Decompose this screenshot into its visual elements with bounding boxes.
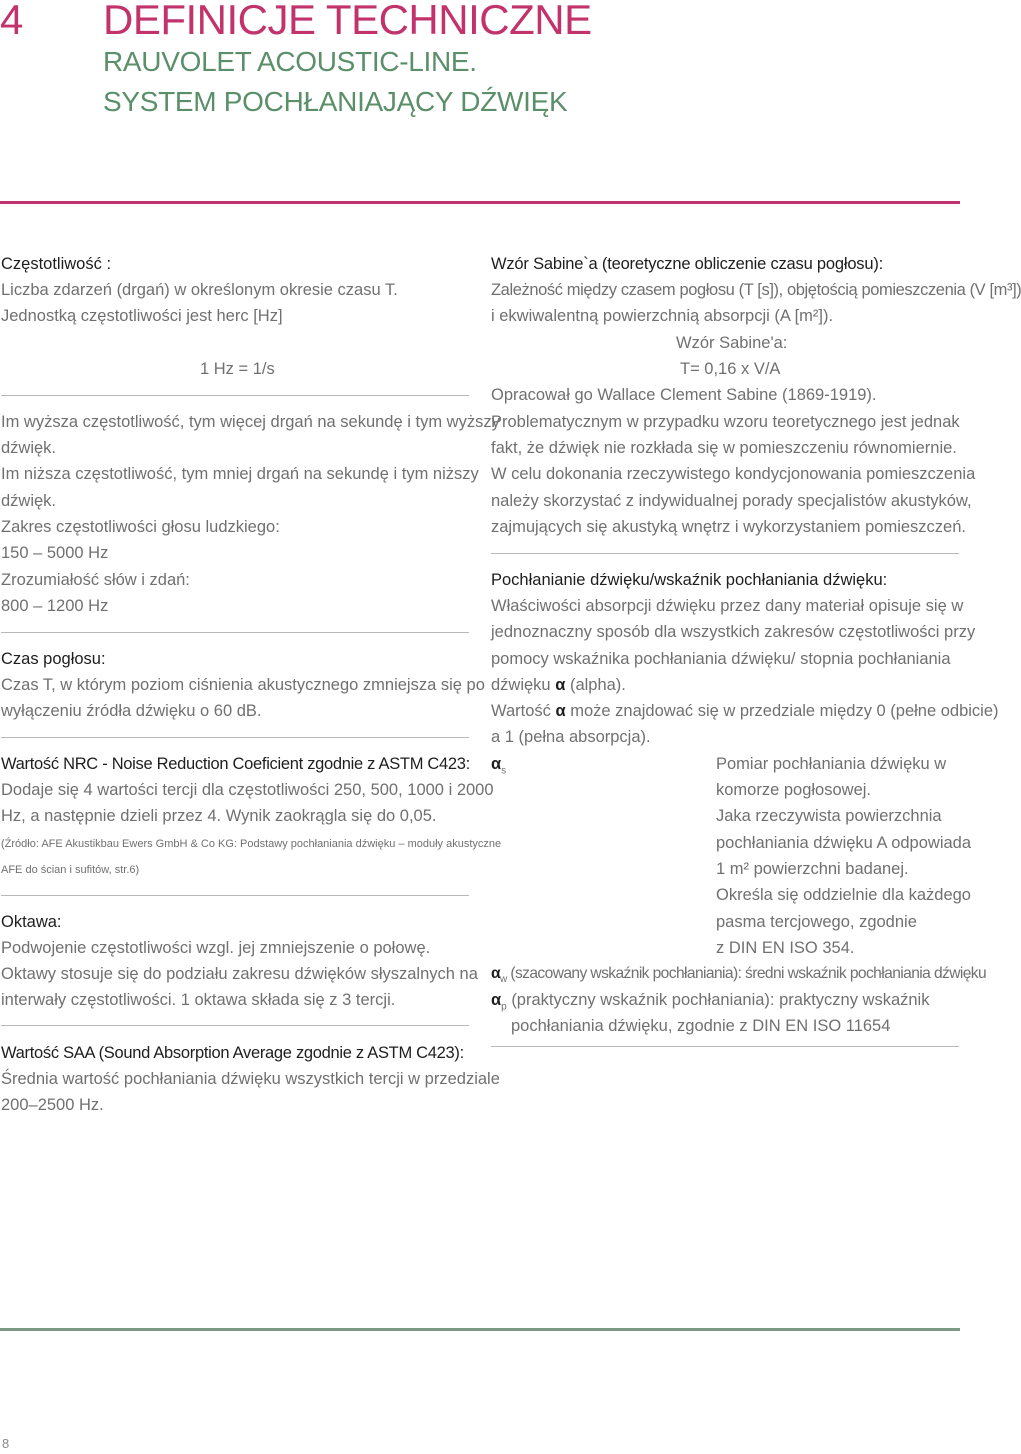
- frequency-text: Zakres częstotliwości głosu ludzkiego:: [1, 518, 280, 536]
- header-divider: [0, 201, 960, 204]
- alpha-symbol: α: [491, 991, 502, 1009]
- alpha-s-text: Określa się oddzielnie dla każdego: [716, 886, 971, 904]
- alpha-s-symbol: [491, 751, 506, 785]
- absorption-text: [491, 698, 999, 724]
- nrc-text: Hz, a następnie dzieli przez 4. Wynik zaokrągla się do 0,05.: [1, 807, 437, 825]
- divider: [1, 895, 469, 896]
- absorption-text: pomocy wskaźnika pochłaniania dźwięku/ stopnia pochłaniania: [491, 650, 951, 668]
- sabine-text: W celu dokonania rzeczywistego kondycjonowania pomieszczenia: [491, 465, 976, 483]
- sabine-text: Opracował go Wallace Clement Sabine (1869-1919).: [491, 386, 877, 404]
- nrc-heading: Wartość NRC - Noise Reduction Coeficient zgodnie z ASTM C423:: [1, 755, 470, 773]
- alpha-w-description: (szacowany wskaźnik pochłaniania): średni wskaźnik pochłaniania dźwięku: [510, 965, 987, 982]
- sabine-text: zajmujących się akustyką wnętrz i wykorzystaniem pomieszczeń.: [491, 518, 966, 536]
- frequency-heading: Częstotliwość :: [1, 255, 112, 273]
- divider: [491, 1046, 959, 1047]
- sabine-heading: Wzór Sabine`a (teoretyczne obliczenie czasu pogłosu):: [491, 255, 884, 273]
- saa-text: Średnia wartość pochłaniania dźwięku wszystkich tercji w przedziale: [1, 1070, 500, 1088]
- sabine-text: i ekwiwalentną powierzchnią absorpcji (A [m²]).: [491, 307, 834, 325]
- sabine-formula-label: Wzór Sabine'a:: [676, 334, 788, 352]
- reverberation-text: wyłączeniu źródła dźwięku o 60 dB.: [1, 702, 262, 720]
- divider: [1, 395, 469, 396]
- absorption-heading: Pochłanianie dźwięku/wskaźnik pochłaniania dźwięku:: [491, 571, 888, 589]
- nrc-text: Dodaje się 4 wartości tercji dla częstotliwości 250, 500, 1000 i 2000: [1, 781, 494, 799]
- footer-divider: [0, 1328, 960, 1331]
- frequency-text: Jednostką częstotliwości jest herc [Hz]: [1, 307, 283, 325]
- sabine-text: Problematycznym w przypadku wzoru teoretycznego jest jednak: [491, 413, 960, 431]
- sabine-text: Zależność między czasem pogłosu (T [s]), objętością pomieszczenia (V [m³]): [491, 281, 1021, 299]
- divider: [1, 737, 469, 738]
- absorption-text-part: może znajdować się w przedziale między 0 (pełne odbicie): [565, 702, 999, 720]
- absorption-text-part: (alpha).: [565, 676, 626, 694]
- frequency-text: 800 – 1200 Hz: [1, 597, 109, 615]
- alpha-s-text: 1 m² powierzchni badanej.: [716, 860, 909, 878]
- alpha-s-text: pasma tercjowego, zgodnie: [716, 913, 917, 931]
- absorption-text: jednoznaczny sposób dla wszystkich zakresów częstotliwości przy: [491, 623, 976, 641]
- alpha-p-text: pochłaniania dźwięku, zgodnie z DIN EN ISO 11654: [511, 1017, 891, 1035]
- octave-text: Oktawy stosuje się do podziału zakresu dźwięków słyszalnych na: [1, 965, 478, 983]
- frequency-text: Im niższa częstotliwość, tym mniej drgań na sekundę i tym niższy: [1, 465, 479, 483]
- absorption-text-part: Wartość: [491, 702, 556, 720]
- alpha-symbol: α: [555, 702, 566, 720]
- octave-heading: Oktawa:: [1, 913, 62, 931]
- divider: [491, 553, 959, 554]
- frequency-text: dźwięk.: [1, 439, 57, 457]
- sabine-formula: T= 0,16 x V/A: [680, 360, 781, 378]
- absorption-text: a 1 (pełna absorpcja).: [491, 728, 651, 746]
- saa-text: 200–2500 Hz.: [1, 1096, 104, 1114]
- alpha-subscript: s: [501, 765, 507, 777]
- octave-text: Podwojenie częstotliwości wzgl. jej zmniejszenie o połowę.: [1, 939, 431, 957]
- absorption-text-part: dźwięku: [491, 676, 556, 694]
- absorption-text: [491, 672, 626, 698]
- absorption-text: Właściwości absorpcji dźwięku przez dany materiał opisuje się w: [491, 597, 964, 615]
- reverberation-text: Czas T, w którym poziom ciśnienia akustycznego zmniejsza się po: [1, 676, 485, 694]
- nrc-source: AFE do ścian i sufitów, str.6): [1, 864, 140, 876]
- divider: [1, 1025, 469, 1026]
- frequency-text: 150 – 5000 Hz: [1, 544, 109, 562]
- saa-heading: Wartość SAA (Sound Absorption Average zgodnie z ASTM C423):: [1, 1044, 464, 1062]
- alpha-symbol: α: [491, 755, 502, 773]
- page-subtitle-line-2: SYSTEM POCHŁANIAJĄCY DŹWIĘK: [103, 86, 568, 117]
- alpha-symbol: α: [555, 676, 566, 694]
- page-title: DEFINICJE TECHNICZNE: [103, 0, 592, 43]
- frequency-formula: 1 Hz = 1/s: [200, 360, 275, 378]
- alpha-s-text: pochłaniania dźwięku A odpowiada: [716, 834, 972, 852]
- page-number: 8: [2, 1436, 10, 1451]
- frequency-text: dźwięk.: [1, 492, 57, 510]
- alpha-symbol: α: [491, 965, 500, 982]
- frequency-text: Im wyższa częstotliwość, tym więcej drgań na sekundę i tym wyższy: [1, 413, 500, 431]
- alpha-subscript: w: [500, 974, 507, 986]
- divider: [1, 632, 469, 633]
- sabine-text: należy skorzystać z indywidualnej porady specjalistów akustyków,: [491, 492, 972, 510]
- alpha-subscript: p: [501, 1001, 507, 1013]
- reverberation-heading: Czas pogłosu:: [1, 650, 106, 668]
- alpha-s-text: komorze pogłosowej.: [716, 781, 871, 799]
- page-subtitle-line-1: RAUVOLET ACOUSTIC-LINE.: [103, 46, 477, 77]
- alpha-p-description: (praktyczny wskaźnik pochłaniania): praktyczny wskaźnik: [511, 991, 930, 1009]
- alpha-s-text: Pomiar pochłaniania dźwięku w: [716, 755, 947, 773]
- alpha-s-text: z DIN EN ISO 354.: [716, 939, 855, 957]
- sabine-text: fakt, że dźwięk nie rozkłada się w pomieszczeniu równomiernie.: [491, 439, 957, 457]
- alpha-s-text: Jaka rzeczywista powierzchnia: [716, 807, 942, 825]
- nrc-source: (Źródło: AFE Akustikbau Ewers GmbH & Co KG: Podstawy pochłaniania dźwięku – moduły akustyczne: [1, 838, 502, 850]
- frequency-text: Liczba zdarzeń (drgań) w określonym okresie czasu T.: [1, 281, 398, 299]
- octave-text: interwały częstotliwości. 1 oktawa składa się z 3 tercji.: [1, 991, 396, 1009]
- chapter-number: 4: [0, 0, 24, 43]
- frequency-text: Zrozumiałość słów i zdań:: [1, 571, 190, 589]
